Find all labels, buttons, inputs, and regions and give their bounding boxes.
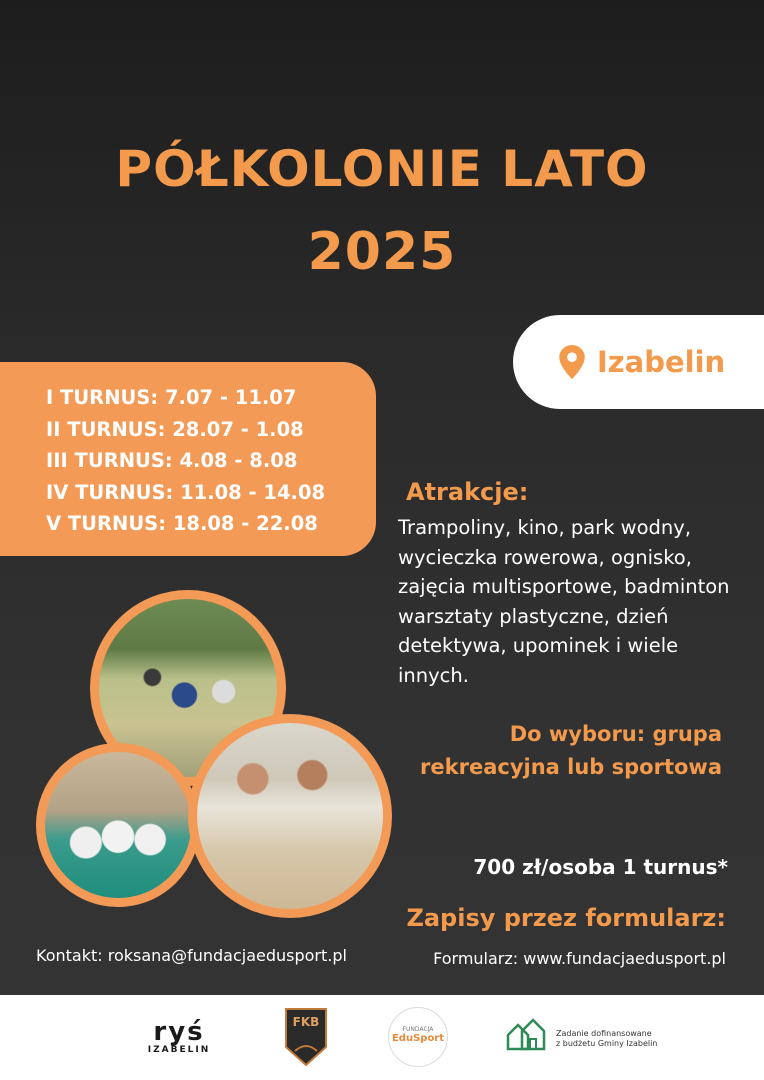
signup-heading: Zapisy przez formularz: (406, 904, 726, 932)
turnus-item: V TURNUS: 18.08 - 22.08 (46, 512, 318, 535)
rys-logo-subtext: IZABELIN (147, 1045, 211, 1055)
rys-izabelin-logo (140, 1019, 218, 1055)
group-choice-line: Do wyboru: grupa (509, 722, 722, 746)
fkb-logo-text: FKB (292, 1015, 320, 1029)
turnus-item: III TURNUS: 4.08 - 8.08 (46, 449, 298, 472)
sponsor-footer (0, 995, 764, 1080)
edusport-logo-subtext: FUNDACJA (402, 1026, 434, 1033)
rys-logo-text: ryś (153, 1017, 205, 1047)
map-pin-icon (559, 345, 585, 379)
attractions-text (398, 513, 748, 690)
location-text: Izabelin (597, 345, 726, 379)
contact-email[interactable]: Kontakt: roksana@fundacjaedusport.pl (36, 946, 347, 965)
price: 700 zł/osoba 1 turnus* (473, 855, 728, 879)
turnus-item: II TURNUS: 28.07 - 1.08 (46, 417, 304, 441)
turnus-item: I TURNUS: 7.07 - 11.07 (46, 386, 297, 409)
attractions-line: detektywa, upominek i wiele innych. (398, 634, 679, 687)
gmina-funding-text (556, 1029, 676, 1049)
group-choice (420, 718, 722, 784)
attractions-line: zajęcia multisportowe, badminton (398, 575, 730, 598)
photo-kids-crafts (188, 714, 392, 918)
edusport-logo-text: EduSport (391, 1033, 445, 1044)
attractions-heading: Atrakcje: (406, 478, 529, 506)
turnus-list (0, 362, 376, 556)
form-link[interactable]: Formularz: www.fundacjaedusport.pl (433, 949, 726, 968)
attractions-line: wycieczka rowerowa, ognisko, (398, 545, 692, 569)
location-badge (513, 315, 764, 409)
gmina-izabelin-logo (506, 1015, 666, 1055)
houses-icon (506, 1015, 546, 1055)
gmina-funding-line: Zadanie dofinansowane (556, 1029, 652, 1038)
photo-kids-gym (36, 743, 200, 907)
page-title: PÓŁKOLONIE LATO (115, 140, 649, 198)
gmina-funding-line: z budżetu Gminy Izabelin (556, 1039, 658, 1048)
page-title-year: 2025 (307, 222, 457, 282)
attractions-line: Trampoliny, kino, park wodny, (398, 516, 692, 539)
fkb-logo (283, 1007, 329, 1067)
attractions-line: warsztaty plastyczne, dzień (398, 604, 669, 628)
turnus-item: IV TURNUS: 11.08 - 14.08 (46, 480, 326, 504)
group-choice-line: rekreacyjna lub sportowa (420, 755, 722, 779)
edusport-logo (388, 1007, 448, 1067)
